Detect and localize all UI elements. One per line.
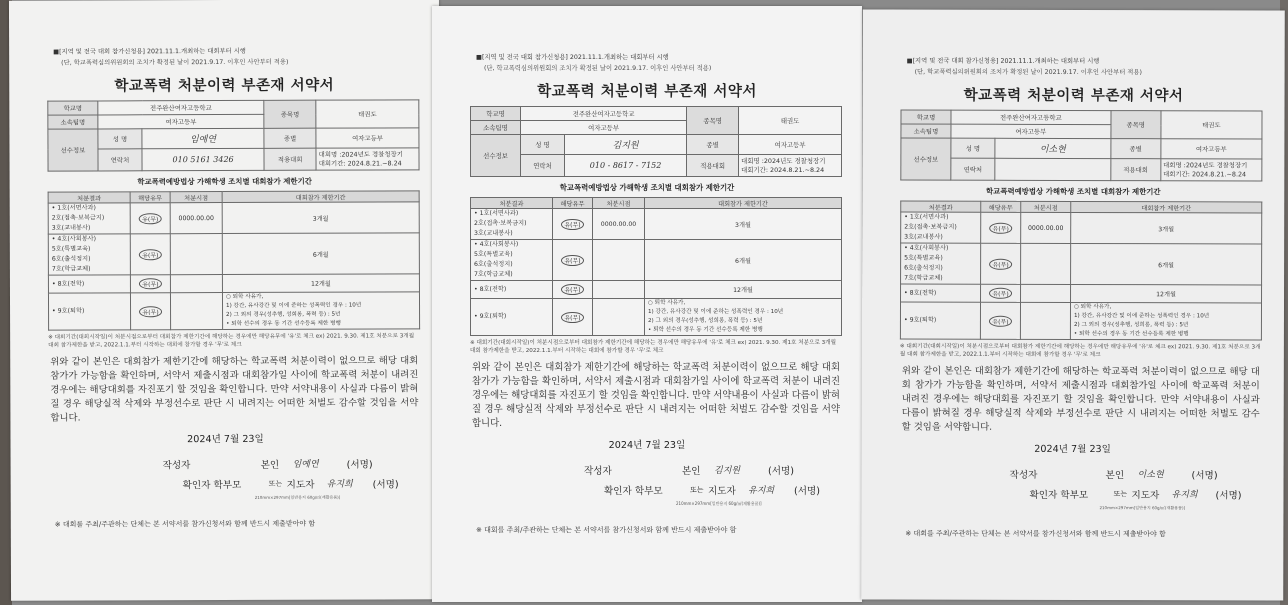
coach-signature: 유지희 [748, 486, 775, 496]
bottom-note: ※ 대회를 주최/주관하는 단체는 본 서약서를 참가신청서와 함께 반드시 제출받아야 함 [905, 529, 1166, 539]
table-row-result: • 1호(서면사과) 2호(접촉·보복금지) 3호(교내봉사) [48, 203, 130, 234]
check-mark: 유(무) [561, 219, 583, 230]
player-name-value: 김지원 [565, 135, 687, 155]
confirmer-line: 확인자 학부모 또는 지도자 유지희 (서명) [11, 476, 441, 492]
sanction-subhead: 학교폭력예방법상 가해학생 조치별 대회참가 제한기간 [986, 186, 1161, 197]
form-title: 학교폭력 처분이력 부존재 서약서 [114, 77, 335, 95]
school-value: 전주완산여자고등학교 [521, 107, 687, 121]
competition-period: 대회기간: 2024.8.21.~8.24 [1163, 169, 1247, 178]
division-label: 소속팀명 [471, 121, 521, 135]
pledge-sheet-2 [432, 6, 862, 602]
form-header-line2: (단, 학교폭력심의위원회의 조치가 확정된 날이 2021.9.17. 이후인 사안부터 적용) [484, 65, 712, 72]
col-header-applicable: 해당유무 [553, 198, 593, 209]
form-title: 학교폭력 처분이력 부존재 서약서 [537, 84, 757, 100]
col-header-applicable: 해당유무 [130, 192, 170, 203]
sanction-table [470, 197, 842, 336]
school-label: 학교명 [48, 101, 98, 115]
pledge-date: 2024년 7월 23일 [187, 433, 264, 446]
restriction-period: 12개월 [1071, 284, 1262, 302]
name-label: 성 명 [951, 138, 995, 158]
check-mark: 유(무) [990, 222, 1012, 233]
name-label: 성 명 [521, 135, 565, 155]
competition-label: 적용대회 [264, 148, 316, 170]
event-label: 종목명 [264, 100, 316, 128]
restriction-period: 3개월 [222, 202, 419, 234]
check-mark: 유(무) [989, 258, 1011, 269]
contact-value: 010 - 8617 - 7152 [565, 155, 687, 177]
event-label: 종목명 [687, 107, 739, 135]
check-mark: 유(무) [561, 284, 583, 295]
school-value: 전주완산여자고등학교 [951, 110, 1111, 124]
col-header-time: 처분시점 [170, 192, 222, 203]
sanction-table [48, 190, 420, 330]
col-header-period: 대회참가 제한기간 [222, 191, 419, 203]
table-row-result: • 8호(전학) [471, 281, 553, 299]
restriction-period: 12개월 [222, 274, 419, 293]
check-mark: 유(무) [139, 278, 161, 289]
check-mark: 유(무) [989, 315, 1011, 326]
division-value: 여자고등부 [521, 121, 687, 135]
division-value: 여자고등부 [98, 114, 264, 129]
expulsion-note: ○ 퇴학 사유가, 1) 강간, 유사강간 및 이에 준하는 성폭력인 경우 : 10년 2) 그 외의 경우(성추행, 성희롱, 폭력 등) : 5년 • 퇴학 선수의 경우 동 기간 선수등록 제한 병행 [222, 292, 419, 330]
competition-name: 대회명 :2024년도 경찰청장기 [318, 149, 403, 159]
competition-name: 대회명 :2024년도 경찰청장기 [741, 156, 826, 165]
category-value: 여자고등부 [316, 128, 419, 148]
school-label: 학교명 [471, 107, 521, 121]
restriction-period: 6개월 [222, 233, 419, 275]
player-info-label: 선수정보 [901, 138, 951, 180]
col-header-period: 대회참가 제한기간 [1071, 201, 1262, 213]
division-value: 여자고등부 [951, 124, 1111, 138]
event-label: 종목명 [1111, 111, 1161, 139]
sanction-subhead: 학교폭력예방법상 가해학생 조치별 대회참가 제한기간 [559, 183, 735, 192]
table-row-result: • 1호(서면사과) 2호(접촉·보복금지) 3호(교내봉사) [901, 212, 981, 243]
division-label: 소속팀명 [48, 115, 98, 129]
sanction-time: 0000.00.00 [1021, 212, 1071, 243]
player-info-label: 선수정보 [48, 129, 98, 171]
pledge-body: 위와 같이 본인은 대회참가 제한기간에 해당하는 학교폭력 처분이력이 없으므로 해당 대회 참가가 가능함을 확인하며, 서약서 제출시점과 대회참가일 사이에 학교폭력 처분이 내려진 경우에는 해당대회를 자진포기 할 것임을 확인합니다. 만약 서약내용이 사실과 다름이 밝혀질 경우 해당실적 삭제와 부정선수로 판단 시 내려지는 어떠한 처벌도 감수할 것임을 서약합니다. [901, 365, 1260, 433]
table-row-result: • 9호(퇴학) [48, 293, 130, 330]
expulsion-note: ○ 퇴학 사유가, 1) 강간, 유사강간 및 이에 준하는 성폭력인 경우 : 10년 2) 그 외의 경우(성추행, 성희롱, 폭력 등) : 5년 • 퇴학 선수의 경우 동 기간 선수등록 제한 병행 [1070, 302, 1261, 339]
player-info-table [900, 110, 1262, 182]
form-header-line2: (단, 학교폭력심의위원회의 조치가 확정된 날이 2021.9.17. 이후인 사안부터 적용) [914, 68, 1142, 77]
table-row-result: • 9호(퇴학) [471, 299, 553, 336]
confirmer-line: 확인자 학부모 또는 지도자 유지희 (서명) [861, 486, 1283, 501]
pledge-date: 2024년 7월 23일 [1034, 443, 1111, 456]
player-name-value: 이소현 [995, 138, 1111, 158]
check-mark: 유(무) [139, 306, 161, 317]
col-header-period: 대회참가 제한기간 [645, 198, 842, 209]
competition-period: 대회기간: 2024.8.21.~8.24 [318, 158, 402, 168]
category-label: 종별 [687, 135, 739, 155]
bottom-note: ※ 대회를 주최/주관하는 단체는 본 서약서를 참가신청서와 함께 반드시 제출받아야 함 [476, 526, 737, 534]
event-value: 태권도 [1161, 111, 1262, 139]
coach-signature: 유지희 [1171, 490, 1198, 501]
writer-line: 작성자 본인 임예연 (서명) [11, 456, 441, 472]
col-header-applicable: 해당유무 [981, 201, 1021, 212]
sanction-subhead: 학교폭력예방법상 가해학생 조치별 대회참가 제한기간 [137, 176, 312, 187]
competition-name: 대회명 :2024년도 경찰청장기 [1163, 160, 1248, 169]
player-info-table [47, 99, 419, 171]
contact-label: 연락처 [521, 155, 565, 177]
pledge-date: 2024년 7월 23일 [608, 440, 686, 451]
coach-signature: 유지희 [326, 479, 353, 490]
category-value: 여자고등부 [739, 135, 842, 155]
category-label: 종별 [1111, 139, 1161, 159]
form-title: 학교폭력 처분이력 부존재 서약서 [963, 87, 1184, 105]
writer-line: 작성자 본인 김지원 (서명) [432, 463, 862, 477]
check-mark: 유(무) [139, 249, 161, 260]
sanction-table [900, 201, 1262, 341]
player-info-table [470, 106, 842, 177]
restriction-period: 6개월 [645, 240, 842, 281]
paper-spec: 210mm×297mm[일반용지 60g/㎡(재활용품)] [254, 494, 341, 500]
confirmer-line: 확인자 학부모 또는 지도자 유지희 (서명) [432, 483, 862, 497]
table-row-result: • 4호(사회봉사) 5호(특별교육) 6호(출석정지) 7호(학급교체) [901, 243, 981, 284]
competition-label: 적용대회 [1111, 159, 1161, 181]
restriction-period: 6개월 [1071, 243, 1262, 284]
restriction-period: 3개월 [1071, 212, 1262, 243]
footnote: ※ 대회기간(대회시작일)이 처분시점으로부터 대회참가 제한기간에 해당하는 경우에만 해당유무에 '유'로 체크 ex) 2021. 9.30. 제1호 처분으로 3개월 대회 참가제한을 받고, 2022.1.1.부터 시작하는 대회에 참가할 경우 '무'로 체크 [899, 343, 1261, 359]
contact-value: 010 5161 3426 [142, 148, 264, 170]
category-value: 여자고등부 [1161, 139, 1262, 159]
paper-spec: 210mm×297mm[일반용지 60g/㎡(재활용품)] [676, 501, 762, 506]
check-mark: 유(무) [139, 213, 161, 224]
check-mark: 유(무) [561, 255, 583, 266]
form-header-line1: ■[지역 및 전국 대회 참가신청용] 2021.11.1.개최하는 대회부터 시행 [53, 47, 246, 56]
check-mark: 유(무) [561, 312, 583, 323]
table-row-result: • 8호(전학) [901, 284, 981, 302]
footnote: ※ 대회기간(대회시작일)이 처분시점으로부터 대회참가 제한기간에 해당하는 경우에만 해당유무에 '유'로 체크 ex) 2021. 9.30. 제1호 처분으로 3개월 대회 참가제한을 받고, 2022.1.1.부터 시작하는 대회에 참가할 경우 '무'로 체크 [48, 333, 415, 349]
sanction-time: 0000.00.00 [170, 203, 222, 234]
form-header-line1: ■[지역 및 전국 대회 참가신청용] 2021.11.1.개최하는 대회부터 시행 [476, 54, 669, 61]
school-label: 학교명 [901, 110, 951, 124]
pledge-body: 위와 같이 본인은 대회참가 제한기간에 해당하는 학교폭력 처분이력이 없으므로 해당 대회 참가가 가능함을 확인하며, 서약서 제출시점과 대회참가일 사이에 학교폭력 처분이 내려진 경우에는 해당대회를 자진포기 할 것임을 확인합니다. 만약 서약내용이 사실과 다름이 밝혀질 경우 해당실적 삭제와 부정선수로 판단 시 내려지는 어떠한 처벌도 감수할 것임을 서약합니다. [50, 355, 419, 424]
table-row-result: • 4호(사회봉사) 5호(특별교육) 6호(출석정지) 7호(학급교체) [471, 240, 553, 281]
col-header-time: 처분시점 [593, 198, 645, 209]
school-value: 전주완산여자고등학교 [98, 100, 264, 115]
sanction-time: 0000.00.00 [593, 209, 645, 240]
contact-label: 연락처 [951, 158, 995, 180]
table-row-result: • 1호(서면사과) 2호(접촉·보복금지) 3호(교내봉사) [471, 209, 553, 240]
col-header-time: 처분시점 [1021, 201, 1071, 212]
competition-label: 적용대회 [687, 155, 739, 177]
contact-label: 연락처 [98, 149, 142, 171]
player-info-label: 선수정보 [471, 135, 521, 177]
check-mark: 유(무) [989, 288, 1011, 299]
contact-value [995, 158, 1111, 180]
form-header-line2: (단, 학교폭력심의위원회의 조치가 확정된 날이 2021.9.17. 이후인 사안부터 적용) [61, 58, 289, 67]
table-row-result: • 4호(사회봉사) 5호(특별교육) 6호(출석정지) 7호(학급교체) [48, 234, 130, 275]
paper-spec: 210mm×297mm[일반용지 60g/㎡(재활용품)] [1099, 505, 1186, 511]
writer-line: 작성자 본인 이소현 (서명) [862, 466, 1284, 481]
writer-signature: 임예연 [292, 459, 319, 470]
col-header-result: 처분결과 [48, 192, 130, 203]
pledge-sheet-3 [861, 9, 1285, 600]
event-value: 태권도 [316, 100, 419, 128]
table-row-result: • 9호(퇴학) [900, 302, 980, 339]
restriction-period: 12개월 [645, 281, 842, 299]
bottom-note: ※ 대회를 주최/주관하는 단체는 본 서약서를 참가신청서와 함께 반드시 제출받아야 함 [54, 519, 316, 529]
competition-period: 대회기간: 2024.8.21.~8.24 [741, 165, 825, 174]
name-label: 성 명 [98, 129, 142, 149]
writer-signature: 김지원 [714, 466, 741, 476]
category-label: 종별 [264, 128, 316, 148]
expulsion-note: ○ 퇴학 사유가, 1) 강간, 유사강간 및 이에 준하는 성폭력인 경우 : 10년 2) 그 외의 경우(성추행, 성희롱, 폭력 등) : 5년 • 퇴학 선수의 경우 동 기간 선수등록 제한 병행 [645, 299, 842, 336]
col-header-result: 처분결과 [901, 201, 981, 212]
restriction-period: 3개월 [645, 209, 842, 240]
col-header-result: 처분결과 [471, 198, 553, 209]
writer-signature: 이소현 [1137, 470, 1164, 481]
event-value: 태권도 [739, 107, 842, 135]
form-header-line1: ■[지역 및 전국 대회 참가신청용] 2021.11.1.개최하는 대회부터 시행 [906, 57, 1100, 66]
pledge-body: 위와 같이 본인은 대회참가 제한기간에 해당하는 학교폭력 처분이력이 없으므로 해당 대회 참가가 가능함을 확인하며, 서약서 제출시점과 대회참가일 사이에 학교폭력 처분이 내려진 경우에는 해당대회를 자진포기 할 것임을 확인합니다. 만약 서약내용이 사실과 다름이 밝혀질 경우 해당실적 삭제와 부정선수로 판단 시 내려지는 어떠한 처벌도 감수할 것임을 서약합니다. [472, 362, 840, 429]
pledge-sheet-1 [9, 0, 441, 601]
footnote: ※ 대회기간(대회시작일)이 처분시점으로부터 대회참가 제한기간에 해당하는 경우에만 해당유무에 '유'로 체크 ex) 2021. 9.30. 제1호 처분으로 3개월 대회 참가제한을 받고, 2022.1.1.부터 시작하는 대회에 참가할 경우 '무'로 체크 [470, 340, 836, 354]
division-label: 소속팀명 [901, 124, 951, 138]
player-name-value: 임예연 [142, 128, 264, 148]
table-row-result: • 8호(전학) [48, 275, 130, 293]
